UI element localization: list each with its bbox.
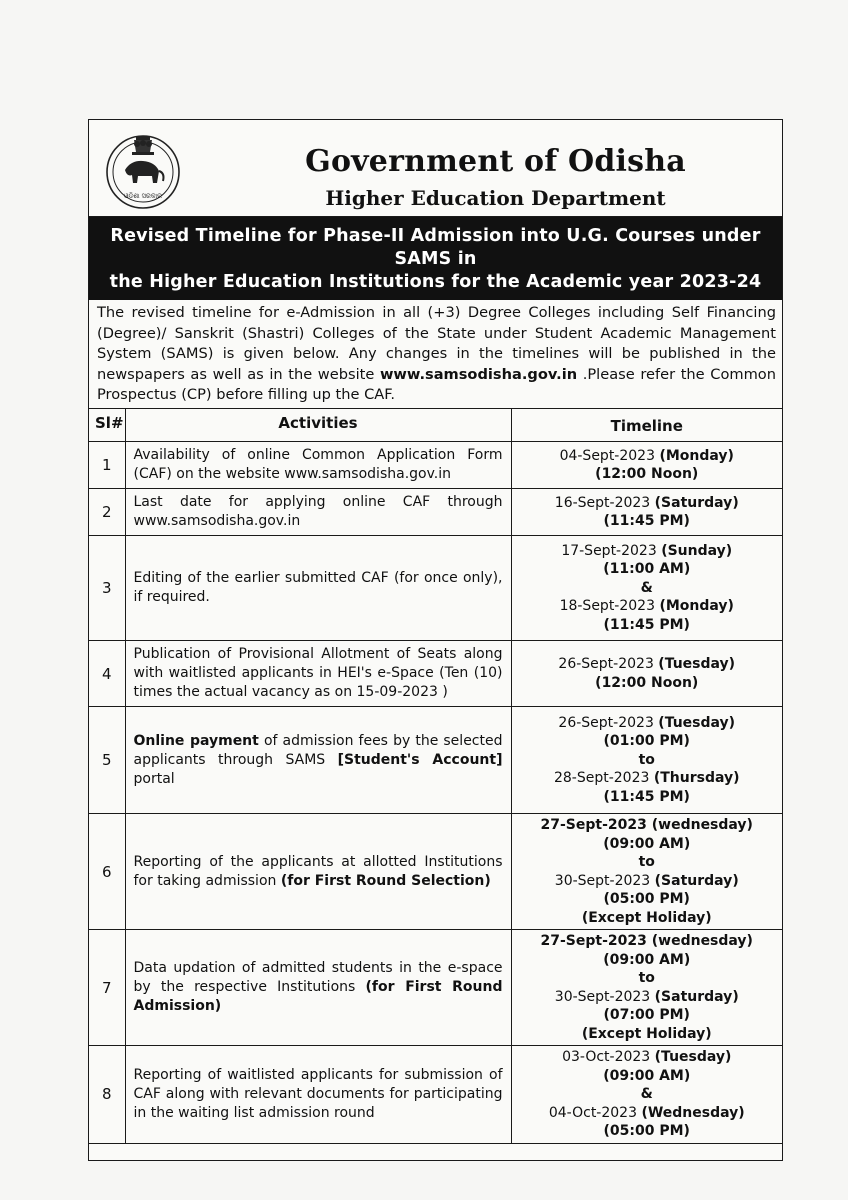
timeline-text: 26-Sept-2023 — [558, 656, 659, 672]
row-serial: 4 — [89, 641, 125, 707]
timeline-text: (Tuesday) — [658, 714, 736, 731]
activity-text: of admission fees by the selected applicants through SAMS — [133, 732, 503, 768]
timeline-text: 16-Sept-2023 — [554, 494, 655, 511]
banner-line-1: Revised Timeline for Phase-II Admission into U.G. Courses under SAMS in — [110, 226, 761, 269]
header-activities: Activities — [125, 409, 511, 442]
timeline-line — [516, 714, 779, 733]
timeline-text: (Except Holiday) — [581, 1025, 712, 1042]
timeline-text: (Saturday) — [654, 494, 739, 511]
table-row — [89, 641, 782, 707]
timeline-text: (07:00 PM) — [603, 1007, 690, 1023]
table-row — [89, 536, 782, 641]
timeline-table — [89, 409, 782, 1144]
timeline-line — [516, 988, 779, 1007]
timeline-line — [516, 788, 779, 807]
timeline-text: (11:45 PM) — [603, 788, 690, 805]
timeline-text: (Saturday) — [654, 872, 739, 889]
table-header-row — [89, 409, 782, 442]
timeline-text: (11:45 PM) — [603, 513, 690, 529]
timeline-text: (01:00 PM) — [603, 733, 690, 750]
row-serial: 5 — [89, 707, 125, 814]
activity-text: Data updation of admitted students in the e-space by the respective Institutions — [133, 960, 503, 995]
activity-text: portal — [133, 770, 175, 787]
timeline-text: (05:00 PM) — [603, 891, 690, 907]
row-serial: 8 — [89, 1046, 125, 1144]
row-serial: 3 — [89, 536, 125, 641]
timeline-line — [516, 560, 779, 579]
row-activity — [125, 930, 511, 1046]
activity-text: Online payment — [133, 732, 259, 749]
timeline-text: 18-Sept-2023 — [559, 598, 660, 615]
header-timeline: Timeline — [511, 409, 782, 442]
row-activity — [125, 489, 511, 536]
timeline-text: (09:00 AM) — [603, 1067, 691, 1084]
timeline-line — [516, 1085, 779, 1104]
row-serial: 2 — [89, 489, 125, 536]
timeline-text: to — [638, 854, 655, 870]
timeline-line — [516, 655, 779, 674]
timeline-line — [516, 579, 779, 598]
timeline-text: 27-Sept-2023 (wednesday) — [540, 817, 753, 833]
timeline-text: (09:00 AM) — [603, 835, 691, 852]
timeline-line — [516, 751, 779, 770]
row-activity — [125, 536, 511, 641]
timeline-text: 26-Sept-2023 — [558, 714, 659, 731]
row-serial: 1 — [89, 442, 125, 489]
timeline-text: 04-Oct-2023 — [548, 1104, 642, 1121]
timeline-text: & — [640, 579, 653, 596]
timeline-line — [516, 1067, 779, 1086]
letterhead — [89, 120, 782, 217]
timeline-line — [516, 835, 779, 854]
timeline-text: (Monday) — [659, 447, 734, 464]
timeline-text: 04-Sept-2023 — [559, 447, 660, 464]
timeline-text: (12:00 Noon) — [595, 674, 699, 691]
emblem-caption: ଓଡ଼ିଶା ସରକାର — [123, 192, 163, 200]
timeline-text: 28-Sept-2023 — [553, 770, 654, 787]
header-sl: Sl# — [89, 409, 125, 442]
row-timeline — [511, 489, 782, 536]
row-timeline — [511, 814, 782, 930]
timeline-text: (Wednesday) — [641, 1104, 745, 1121]
timeline-line — [516, 890, 779, 909]
timeline-text: (11:45 PM) — [603, 616, 690, 633]
timeline-text: (12:00 Noon) — [595, 466, 699, 482]
timeline-line — [516, 769, 779, 788]
row-activity — [125, 641, 511, 707]
timeline-line — [516, 1048, 779, 1067]
timeline-line — [516, 951, 779, 970]
activity-text: Last date for applying online CAF through www.samsodisha.gov.in — [133, 494, 503, 529]
row-activity — [125, 442, 511, 489]
timeline-line — [516, 1006, 779, 1025]
timeline-text: (Tuesday) — [658, 656, 736, 672]
timeline-text: (09:00 AM) — [603, 951, 691, 968]
row-timeline — [511, 442, 782, 489]
activity-text: Availability of online Common Application Form (CAF) on the website www.samsodisha.gov.in — [133, 447, 503, 482]
notice-banner — [89, 217, 782, 300]
timeline-line — [516, 853, 779, 872]
timeline-line — [516, 872, 779, 891]
activity-text: (for First Round Selection) — [280, 872, 491, 889]
timeline-text: (Saturday) — [654, 988, 739, 1005]
timeline-text: to — [638, 970, 655, 986]
row-timeline — [511, 930, 782, 1046]
intro-website-link[interactable]: www.samsodisha.gov.in — [379, 365, 578, 383]
timeline-line — [516, 816, 779, 835]
timeline-line — [516, 542, 779, 561]
row-serial: 7 — [89, 930, 125, 1046]
timeline-line — [516, 494, 779, 513]
activity-text: [Student's Account] — [337, 751, 503, 768]
timeline-text: (Sunday) — [661, 542, 733, 559]
row-timeline — [511, 641, 782, 707]
timeline-line — [516, 597, 779, 616]
activity-text: Reporting of waitlisted applicants for submission of CAF along with relevant documents for participating in the waiting list admission round — [133, 1066, 503, 1121]
timeline-line — [516, 465, 779, 484]
timeline-text: 03-Oct-2023 — [562, 1049, 655, 1065]
timeline-line — [516, 969, 779, 988]
timeline-line — [516, 512, 779, 531]
timeline-line — [516, 1104, 779, 1123]
timeline-text: (11:00 AM) — [603, 561, 691, 578]
activity-text: Reporting of the applicants at allotted Institutions for taking admission — [133, 853, 503, 889]
row-serial: 6 — [89, 814, 125, 930]
row-activity — [125, 1046, 511, 1144]
timeline-text: 30-Sept-2023 — [554, 872, 655, 889]
timeline-text: (Except Holiday) — [581, 909, 712, 926]
timeline-text: 27-Sept-2023 (wednesday) — [540, 933, 753, 949]
table-row — [89, 930, 782, 1046]
timeline-line — [516, 1122, 779, 1141]
timeline-line — [516, 447, 779, 466]
timeline-text: (05:00 PM) — [603, 1123, 690, 1139]
timeline-text: (Thursday) — [653, 770, 740, 787]
notice-document — [88, 119, 783, 1161]
intro-paragraph — [89, 300, 782, 409]
intro-text-end: .Please refer the Common Prospectus (CP) before filling up the CAF. — [97, 365, 776, 403]
table-row — [89, 489, 782, 536]
row-timeline — [511, 1046, 782, 1144]
timeline-line — [516, 909, 779, 928]
table-row — [89, 442, 782, 489]
timeline-line — [516, 1025, 779, 1044]
timeline-text: (Monday) — [659, 598, 734, 615]
activity-text: Editing of the earlier submitted CAF (for once only), if required. — [133, 570, 503, 605]
activity-text: (for First Round Admission) — [133, 979, 503, 1014]
government-title: Government of Odisha — [305, 144, 686, 179]
timeline-line — [516, 674, 779, 693]
banner-line-2: the Higher Education Institutions for the Academic year 2023-24 — [109, 272, 762, 292]
timeline-text: to — [638, 751, 655, 768]
row-activity — [125, 814, 511, 930]
row-timeline — [511, 707, 782, 814]
table-row — [89, 1046, 782, 1144]
timeline-line — [516, 732, 779, 751]
timeline-text: 30-Sept-2023 — [554, 988, 655, 1005]
table-row — [89, 814, 782, 930]
timeline-line — [516, 932, 779, 951]
row-timeline — [511, 536, 782, 641]
department-title: Higher Education Department — [325, 186, 666, 210]
timeline-text: 17-Sept-2023 — [561, 542, 662, 559]
timeline-line — [516, 616, 779, 635]
intro-text: The revised timeline for e-Admission in all (+3) Degree Colleges including Self Financing (Degree)/ Sanskrit (Shastri) Colleges of the State under Student Academic Management System (SAMS) is given below. Any changes in the timelines will be published in the newspapers as well as in the website — [97, 304, 776, 383]
timeline-text: (Tuesday) — [654, 1049, 732, 1065]
table-row — [89, 707, 782, 814]
row-activity — [125, 707, 511, 814]
activity-text: Publication of Provisional Allotment of Seats along with waitlisted applicants in HEI's e-Space (Ten (10) times the actual vacancy as on 15-09-2023 ) — [133, 646, 503, 700]
timeline-text: & — [640, 1086, 653, 1102]
